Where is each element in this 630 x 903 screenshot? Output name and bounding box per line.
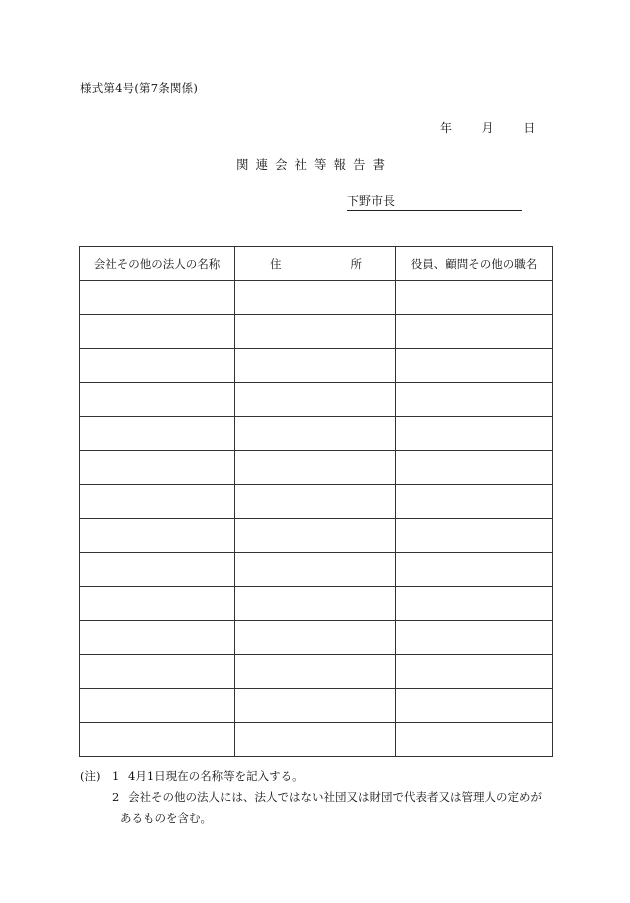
table-row (80, 451, 553, 485)
company-name-cell[interactable] (80, 349, 235, 383)
address-cell[interactable] (235, 553, 396, 587)
position-cell[interactable] (396, 587, 553, 621)
header-position: 役員、顧問その他の職名 (396, 247, 553, 281)
position-cell[interactable] (396, 281, 553, 315)
address-cell[interactable] (235, 315, 396, 349)
company-name-cell[interactable] (80, 485, 235, 519)
date-year-label: 年 (440, 121, 453, 135)
company-name-cell[interactable] (80, 723, 235, 757)
notes (80, 766, 560, 829)
company-name-cell[interactable] (80, 417, 235, 451)
table-row (80, 349, 553, 383)
address-cell[interactable] (235, 383, 396, 417)
address-cell[interactable] (235, 519, 396, 553)
position-cell[interactable] (396, 417, 553, 451)
report-table (79, 246, 553, 757)
table-row (80, 417, 553, 451)
address-cell[interactable] (235, 655, 396, 689)
position-cell[interactable] (396, 383, 553, 417)
header-address-left: 住 (270, 256, 282, 271)
company-name-cell[interactable] (80, 281, 235, 315)
table-row (80, 315, 553, 349)
note-number: 1 (112, 769, 120, 783)
position-cell[interactable] (396, 315, 553, 349)
position-cell[interactable] (396, 723, 553, 757)
address-cell[interactable] (235, 587, 396, 621)
table-row (80, 689, 553, 723)
address-cell[interactable] (235, 485, 396, 519)
table-row (80, 553, 553, 587)
table-row (80, 281, 553, 315)
address-cell[interactable] (235, 621, 396, 655)
address-cell[interactable] (235, 417, 396, 451)
company-name-cell[interactable] (80, 383, 235, 417)
position-cell[interactable] (396, 689, 553, 723)
table-header-row (80, 247, 553, 281)
addressee: 下野市長 (347, 192, 522, 211)
address-cell[interactable] (235, 451, 396, 485)
position-cell[interactable] (396, 621, 553, 655)
document-title: 関連会社等報告書 (236, 157, 393, 172)
table-row (80, 485, 553, 519)
position-cell[interactable] (396, 451, 553, 485)
date-month-label: 月 (481, 121, 494, 135)
note-text: 会社その他の法人には、法人ではない社団又は財団で代表者又は管理人の定めが (128, 790, 542, 804)
company-name-cell[interactable] (80, 655, 235, 689)
table-row (80, 723, 553, 757)
note-continuation: あるものを含む。 (120, 811, 212, 825)
company-name-cell[interactable] (80, 519, 235, 553)
position-cell[interactable] (396, 553, 553, 587)
note-item-2 (80, 787, 560, 808)
date-line (440, 119, 535, 136)
table-row (80, 519, 553, 553)
note-item-1 (80, 766, 560, 787)
table-body (80, 281, 553, 757)
header-company-name: 会社その他の法人の名称 (80, 247, 235, 281)
table-row (80, 383, 553, 417)
address-cell[interactable] (235, 723, 396, 757)
note-number: 2 (112, 790, 120, 804)
address-cell[interactable] (235, 689, 396, 723)
position-cell[interactable] (396, 349, 553, 383)
company-name-cell[interactable] (80, 315, 235, 349)
header-address (235, 247, 396, 281)
position-cell[interactable] (396, 655, 553, 689)
company-name-cell[interactable] (80, 587, 235, 621)
position-cell[interactable] (396, 485, 553, 519)
table-row (80, 587, 553, 621)
company-name-cell[interactable] (80, 553, 235, 587)
table-row (80, 621, 553, 655)
notes-label: (注) (80, 769, 101, 783)
position-cell[interactable] (396, 519, 553, 553)
address-cell[interactable] (235, 349, 396, 383)
date-day-label: 日 (523, 121, 536, 135)
company-name-cell[interactable] (80, 621, 235, 655)
company-name-cell[interactable] (80, 451, 235, 485)
company-name-cell[interactable] (80, 689, 235, 723)
address-cell[interactable] (235, 281, 396, 315)
note-text: 4月1日現在の名称等を記入する。 (128, 769, 304, 783)
table-row (80, 655, 553, 689)
header-address-right: 所 (350, 256, 362, 271)
form-number: 様式第4号(第7条関係) (80, 81, 199, 95)
